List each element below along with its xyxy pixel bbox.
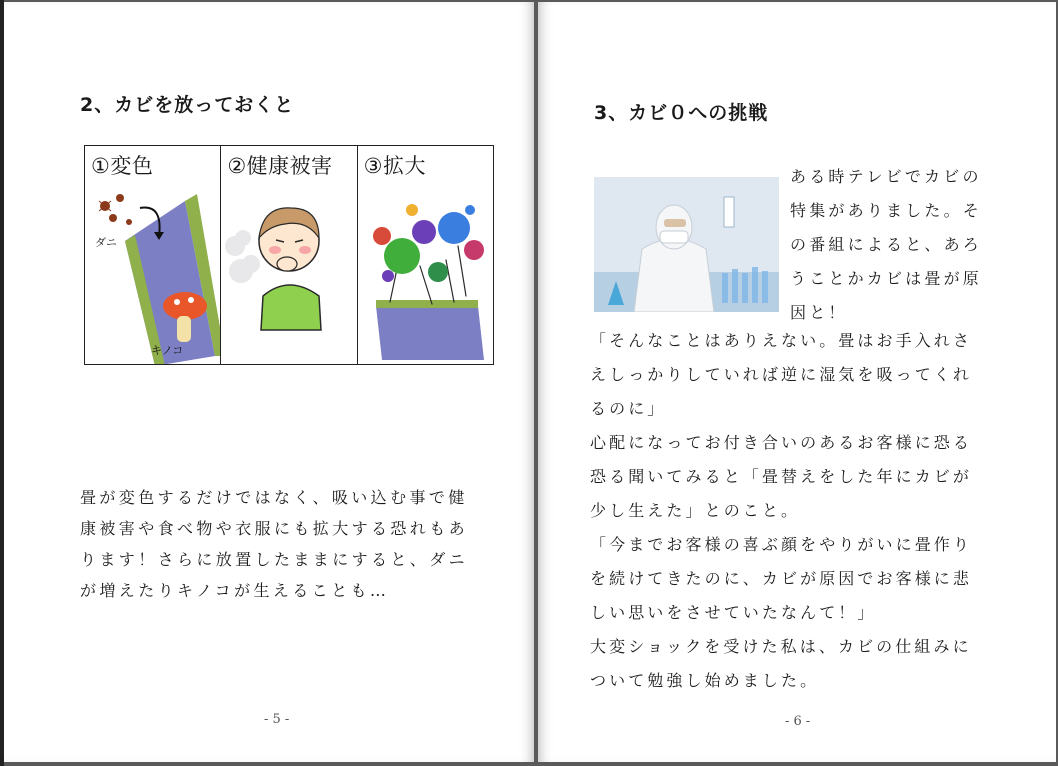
- right-body-line: 恐る聞いてみると「畳替えをした年にカビが: [590, 467, 973, 486]
- panel-title-spread: ③拡大: [363, 154, 426, 178]
- label-mushroom: キノコ: [151, 344, 184, 357]
- label-mite: ダニ: [95, 236, 117, 249]
- illustration-table: [84, 145, 494, 365]
- lab-researcher-photo: [594, 177, 779, 312]
- right-body-line: ついて勉強し始めました。: [590, 671, 820, 690]
- left-body-line: 畳が変色するだけではなく、吸い込む事で健: [80, 488, 468, 507]
- right-body-line: しい思いをさせていたなんて！」: [590, 603, 877, 622]
- left-body-text: [80, 482, 500, 606]
- panel-health-damage: [221, 146, 357, 364]
- intro-line: 特集がありました。そ: [790, 201, 983, 220]
- page-number-left: - 5 -: [264, 712, 290, 727]
- intro-text: [790, 160, 982, 330]
- right-body-line: 「そんなことはありえない。畳はお手入れさ: [590, 331, 973, 350]
- intro-line: ある時テレビでカビの: [790, 167, 982, 186]
- left-body-line: が増えたりキノコが生えることも…: [80, 581, 390, 600]
- intro-line: の番組によると、あろ: [790, 235, 983, 254]
- panel-spread: [358, 146, 493, 364]
- intro-line: うことかカビは畳が原: [790, 269, 983, 288]
- left-page: [4, 2, 534, 762]
- panel-title-health-damage: ②健康被害: [227, 154, 333, 178]
- right-body-line: 大変ショックを受けた私は、カビの仕組みに: [590, 637, 972, 656]
- right-body-line: を続けてきたのに、カビが原因でお客様に悲: [590, 569, 973, 588]
- left-heading: 2、カビを放っておくと: [80, 94, 295, 116]
- right-body-text: [590, 324, 972, 698]
- right-body-line: 少し生えた」とのこと。: [590, 501, 801, 520]
- right-page: [538, 2, 1056, 762]
- right-body-line: るのに」: [590, 399, 667, 418]
- panel-title-discoloration: ①変色: [91, 154, 154, 178]
- right-body-line: 心配になってお付き合いのあるお客様に恐る: [590, 433, 973, 452]
- page-number-right: - 6 -: [785, 714, 811, 729]
- right-body-line: 「今までお客様の喜ぶ顔をやりがいに畳作り: [590, 535, 973, 554]
- right-body-line: えしっかりしていれば逆に湿気を吸ってくれ: [590, 365, 973, 384]
- left-body-line: ります！さらに放置したままにすると、ダニ: [80, 550, 469, 569]
- panel-discoloration: [85, 146, 221, 364]
- left-body-line: 康被害や食べ物や衣服にも拡大する恐れもあ: [80, 519, 469, 538]
- intro-line: 因と！: [790, 303, 848, 322]
- right-heading: 3、カビ０への挑戦: [594, 102, 769, 124]
